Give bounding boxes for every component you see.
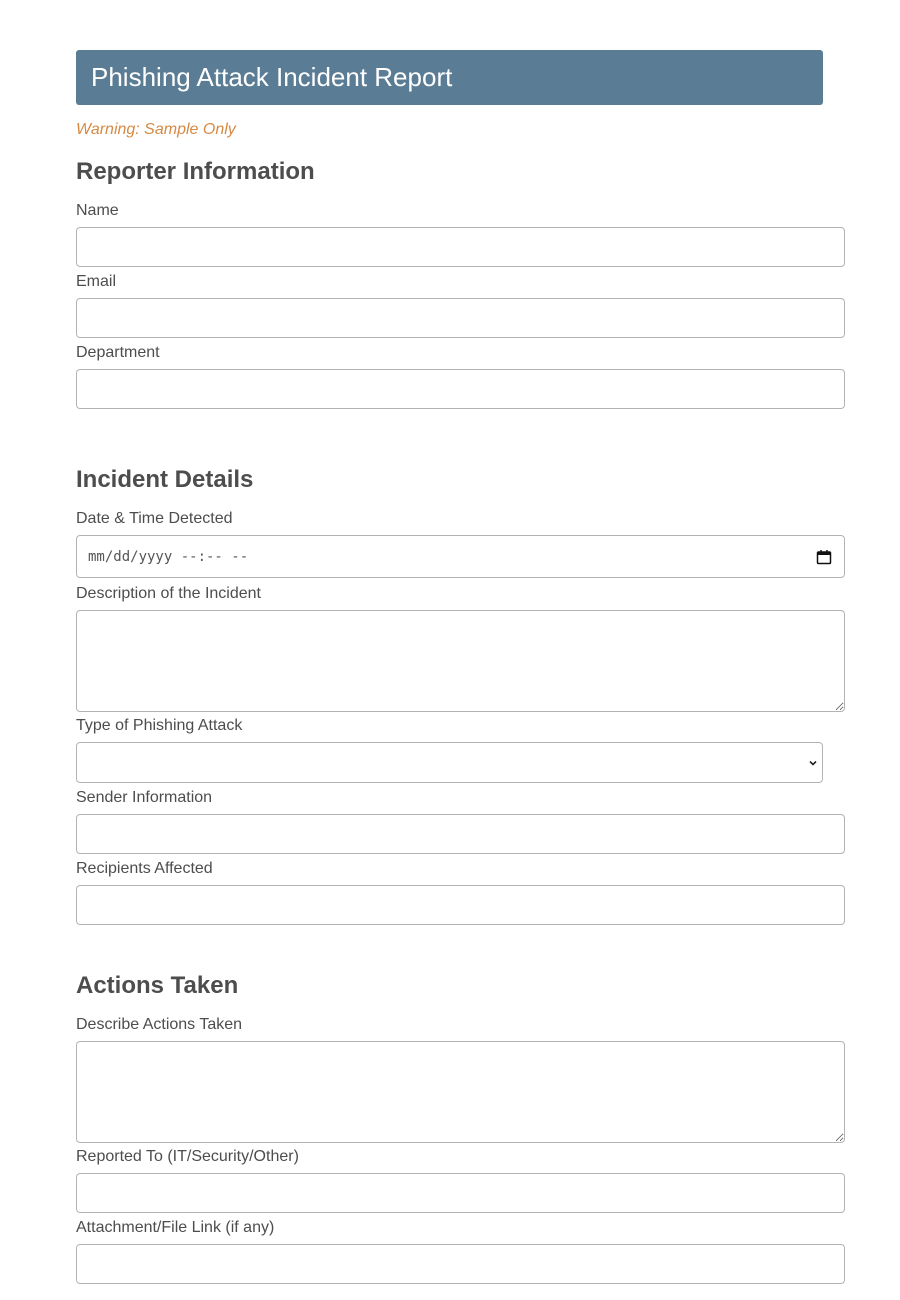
name-label: Name (76, 202, 119, 219)
actions-section (76, 972, 845, 1284)
department-label: Department (76, 344, 160, 361)
phishing-type-select[interactable] (76, 742, 823, 783)
description-label: Description of the Incident (76, 585, 261, 602)
sender-input[interactable] (76, 814, 845, 854)
sender-label: Sender Information (76, 789, 213, 806)
reporter-section (76, 158, 845, 409)
recipients-label: Recipients Affected (76, 860, 213, 877)
warning-text: Warning: Sample Only (76, 121, 236, 138)
chevron-down-icon (808, 758, 818, 768)
actions-heading: Actions Taken (76, 972, 239, 999)
reported-to-input[interactable] (76, 1173, 845, 1213)
datetime-label: Date & Time Detected (76, 510, 233, 527)
recipients-input[interactable] (76, 885, 845, 925)
email-input[interactable] (76, 298, 845, 338)
reported-to-label: Reported To (IT/Security/Other) (76, 1148, 299, 1165)
email-label: Email (76, 273, 117, 290)
phishing-type-label: Type of Phishing Attack (76, 717, 243, 734)
calendar-icon[interactable] (816, 549, 832, 565)
reporter-heading: Reporter Information (76, 158, 315, 185)
actions-describe-label: Describe Actions Taken (76, 1016, 243, 1033)
incident-section (76, 466, 845, 925)
datetime-input[interactable] (76, 535, 845, 578)
attachment-input[interactable] (76, 1244, 845, 1284)
name-input[interactable] (76, 227, 845, 267)
datetime-placeholder: mm/dd/yyyy --:-- -- (88, 548, 249, 565)
attachment-label: Attachment/File Link (if any) (76, 1219, 275, 1236)
description-textarea[interactable] (76, 610, 845, 712)
department-input[interactable] (76, 369, 845, 409)
title-bar (76, 50, 823, 105)
incident-heading: Incident Details (76, 466, 254, 493)
page-title: Phishing Attack Incident Report (91, 62, 453, 92)
incident-report-form (76, 50, 845, 1236)
actions-textarea[interactable] (76, 1041, 845, 1143)
